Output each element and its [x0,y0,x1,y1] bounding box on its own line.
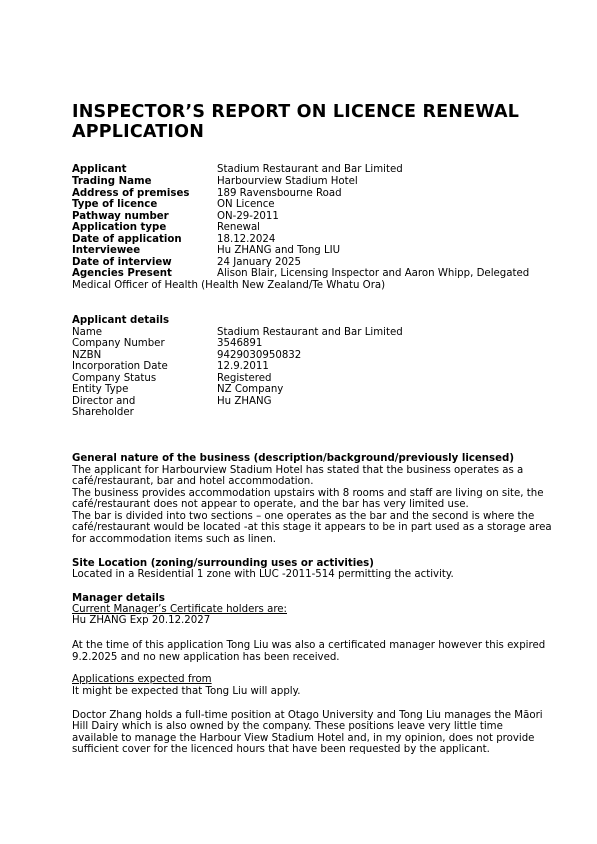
detail-value: NZ Company [217,384,284,395]
detail-label: Entity Type [72,384,129,395]
detail-value: Hu ZHANG [217,396,272,407]
summary-value: ON-29-2011 [217,211,279,222]
paragraph-line: The bar is divided into two sections – one operates as the bar and the second is where the [72,511,535,522]
detail-label: Incorporation Date [72,361,168,372]
paragraph-line: café/restaurant, bar and hotel accommodation. [72,476,314,487]
paragraph-line: café/restaurant would be located -at this stage it appears to be in part used as a storage area [72,522,552,533]
paragraph-line: sufficient cover for the licenced hours that have been requested by the applicant. [72,744,490,755]
detail-label: Company Number [72,338,165,349]
detail-value: Registered [217,373,272,384]
summary-label: Applicant [72,164,127,175]
summary-value: Hu ZHANG and Tong LIU [217,245,341,256]
summary-label: Trading Name [72,176,152,187]
detail-label-continued: Shareholder [72,407,134,418]
summary-label: Date of application [72,234,182,245]
paragraph-line: Doctor Zhang holds a full-time position at Otago University and Tong Liu manages the Māori [72,710,543,721]
summary-value: Renewal [217,222,261,233]
summary-value: Stadium Restaurant and Bar Limited [217,164,403,175]
detail-value: 12.9.2011 [217,361,269,372]
detail-value: 9429030950832 [217,350,302,361]
summary-value: ON Licence [217,199,275,210]
paragraph-line: The applicant for Harbourview Stadium Hotel has stated that the business operates as a [72,465,524,476]
summary-value: Alison Blair, Licensing Inspector and Aaron Whipp, Delegated [217,268,530,279]
site-location-heading: Site Location (zoning/surrounding uses or activities) [72,558,374,569]
summary-label: Agencies Present [72,268,172,279]
detail-label: NZBN [72,350,102,361]
paragraph-line: The business provides accommodation upstairs with 8 rooms and staff are living on site, the [72,488,544,499]
paragraph-line: for accommodation items such as linen. [72,534,276,545]
page-title: INSPECTOR’S REPORT ON LICENCE RENEWAL APPLICATION [72,102,520,142]
manager-details-heading: Manager details [72,593,165,604]
applicant-details-heading: Applicant details [72,315,170,326]
summary-value: 189 Ravensbourne Road [217,188,342,199]
applications-expected-heading: Applications expected from [72,674,212,685]
summary-label: Application type [72,222,167,233]
agencies-continued: Medical Officer of Health (Health New Zealand/Te Whatu Ora) [72,280,386,291]
summary-label: Pathway number [72,211,169,222]
certificate-holder: Hu ZHANG Exp 20.12.2027 [72,615,211,626]
certificate-holders-subheading: Current Manager’s Certificate holders are: [72,604,287,615]
summary-value: 24 January 2025 [217,257,301,268]
general-nature-heading: General nature of the business (description/background/previously licensed) [72,453,514,464]
summary-label: Address of premises [72,188,190,199]
detail-value: 3546891 [217,338,263,349]
detail-label: Name [72,327,103,338]
paragraph-line: available to manage the Harbour View Stadium Hotel and, in my opinion, does not provide [72,733,535,744]
summary-label: Interviewee [72,245,141,256]
summary-label: Type of licence [72,199,158,210]
summary-value: 18.12.2024 [217,234,276,245]
detail-value: Stadium Restaurant and Bar Limited [217,327,403,338]
paragraph-line: Hill Dairy which is also owned by the company. These positions leave very little time [72,721,503,732]
detail-label: Director and [72,396,136,407]
detail-label: Company Status [72,373,157,384]
summary-label: Date of interview [72,257,172,268]
paragraph-line: At the time of this application Tong Liu was also a certificated manager however this expired [72,640,546,651]
applications-expected-text: It might be expected that Tong Liu will apply. [72,686,301,697]
paragraph-line: 9.2.2025 and no new application has been received. [72,652,340,663]
summary-value: Harbourview Stadium Hotel [217,176,358,187]
site-location-text: Located in a Residential 1 zone with LUC -2011-514 permitting the activity. [72,569,454,580]
paragraph-line: café/restaurant does not appear to operate, and the bar has very limited use. [72,499,469,510]
